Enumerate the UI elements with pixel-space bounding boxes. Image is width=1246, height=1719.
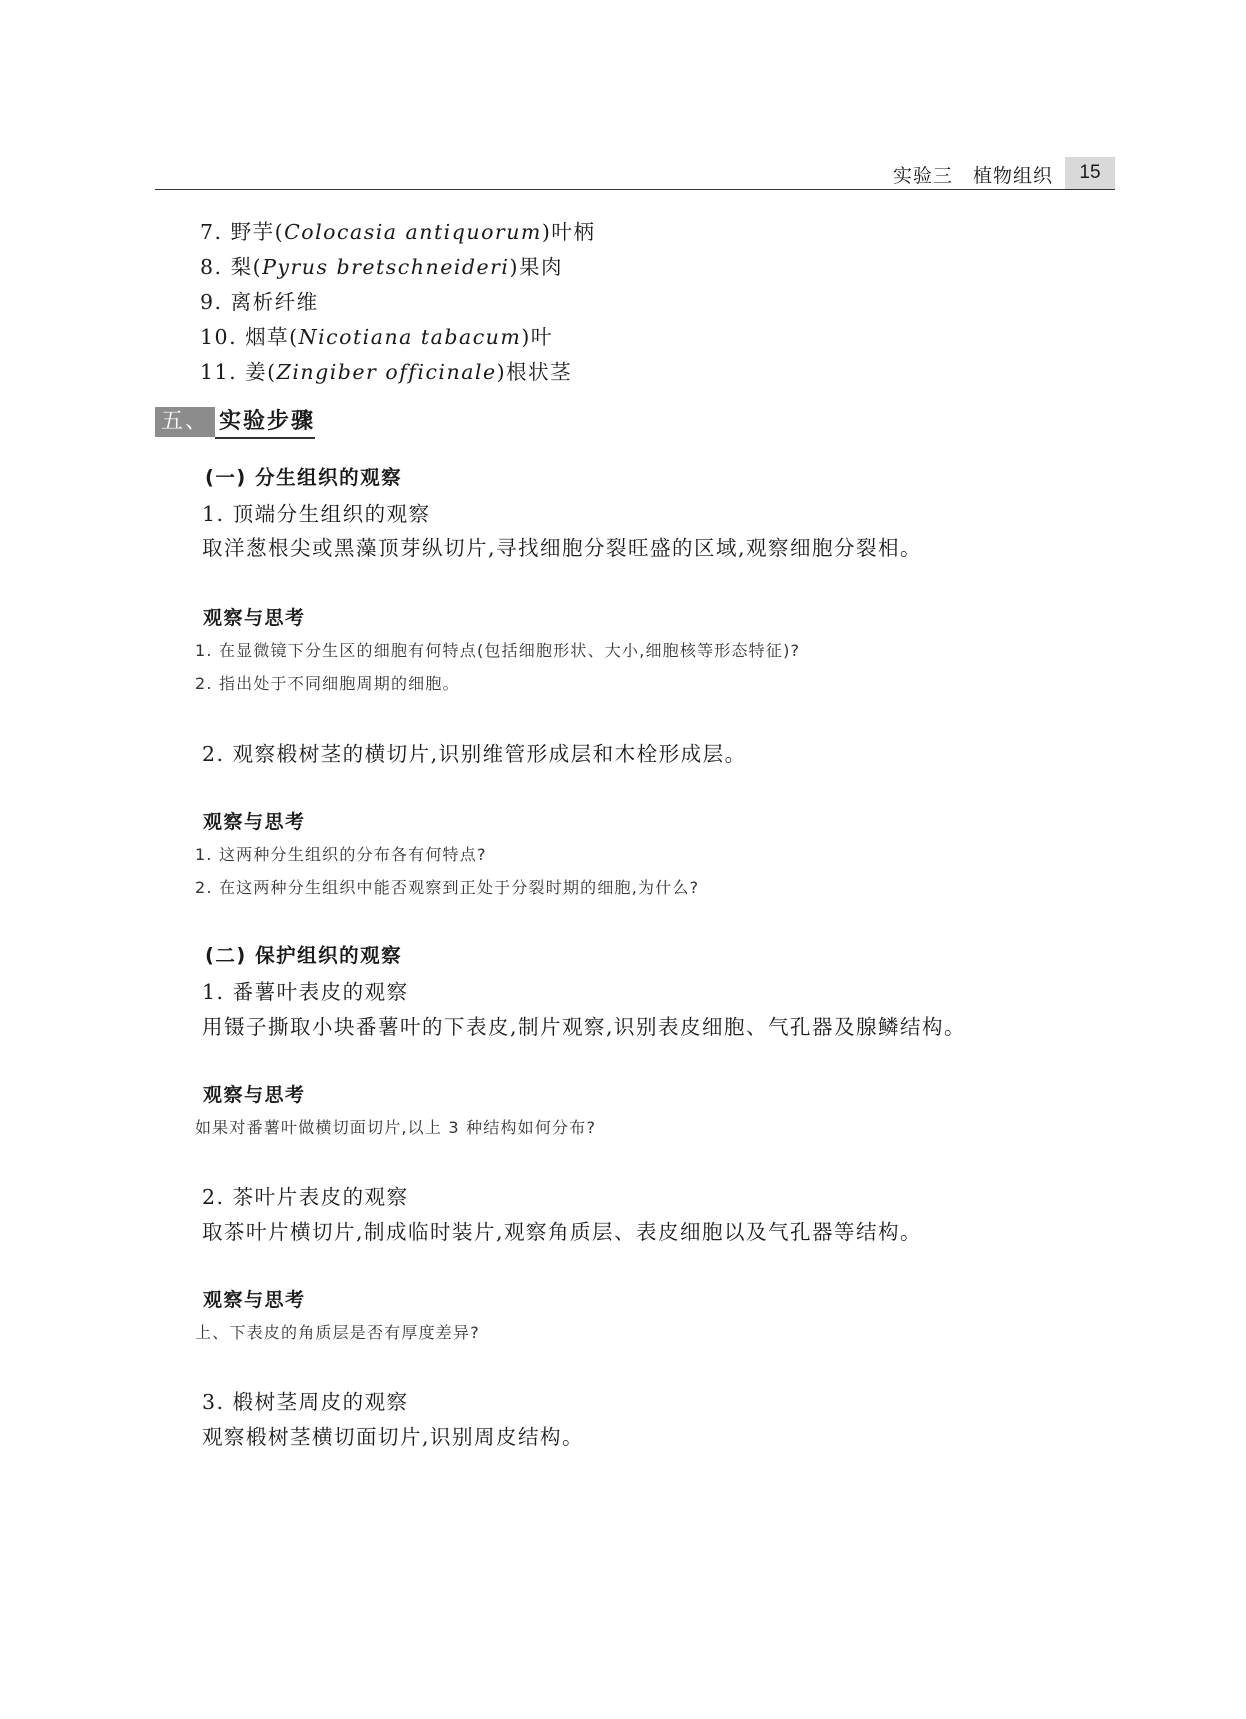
- think-item: 如果对番薯叶做横切面切片,以上 3 种结构如何分布?: [195, 1118, 597, 1137]
- think-item: 上、下表皮的角质层是否有厚度差异?: [195, 1323, 480, 1342]
- subsection-heading: (一) 分生组织的观察: [205, 466, 403, 489]
- think-heading: 观察与思考: [203, 607, 306, 629]
- step-title: 1. 番薯叶表皮的观察: [202, 980, 409, 1004]
- step-title: 1. 顶端分生组织的观察: [202, 502, 431, 526]
- step-text: 取洋葱根尖或黑藻顶芽纵切片,寻找细胞分裂旺盛的区域,观察细胞分裂相。: [202, 536, 923, 560]
- chapter-title: 实验三 植物组织: [892, 165, 1053, 187]
- running-header: [155, 157, 1115, 190]
- think-heading: 观察与思考: [203, 1289, 306, 1311]
- think-item: 1. 这两种分生组织的分布各有何特点?: [195, 845, 487, 864]
- think-item: 1. 在显微镜下分生区的细胞有何特点(包括细胞形状、大小,细胞核等形态特征)?: [195, 641, 801, 660]
- list-item: 9. 离析纤维: [200, 290, 319, 314]
- think-item: 2. 指出处于不同细胞周期的细胞。: [195, 674, 460, 693]
- step-title: 3. 椴树茎周皮的观察: [202, 1390, 409, 1414]
- step-text: 取茶叶片横切片,制成临时装片,观察角质层、表皮细胞以及气孔器等结构。: [202, 1220, 923, 1244]
- think-heading: 观察与思考: [203, 1084, 306, 1106]
- step-text: 观察椴树茎横切面切片,识别周皮结构。: [202, 1425, 585, 1449]
- section-number: 五、: [155, 407, 215, 437]
- step-title: 2. 茶叶片表皮的观察: [202, 1185, 409, 1209]
- section-title: 实验步骤: [215, 407, 315, 439]
- step-text: 2. 观察椴树茎的横切片,识别维管形成层和木栓形成层。: [202, 742, 747, 766]
- list-item: 10. 烟草(Nicotiana tabacum)叶: [200, 325, 553, 349]
- section-heading: [155, 407, 315, 437]
- think-heading: 观察与思考: [203, 811, 306, 833]
- list-item: 7. 野芋(Colocasia antiquorum)叶柄: [200, 220, 596, 244]
- page-number: 15: [1065, 157, 1115, 189]
- step-text: 用镊子撕取小块番薯叶的下表皮,制片观察,识别表皮细胞、气孔器及腺鳞结构。: [202, 1015, 967, 1039]
- list-item: 8. 梨(Pyrus bretschneideri)果肉: [200, 255, 563, 279]
- think-item: 2. 在这两种分生组织中能否观察到正处于分裂时期的细胞,为什么?: [195, 878, 700, 897]
- list-item: 11. 姜(Zingiber officinale)根状茎: [200, 360, 573, 384]
- subsection-heading: (二) 保护组织的观察: [205, 944, 403, 967]
